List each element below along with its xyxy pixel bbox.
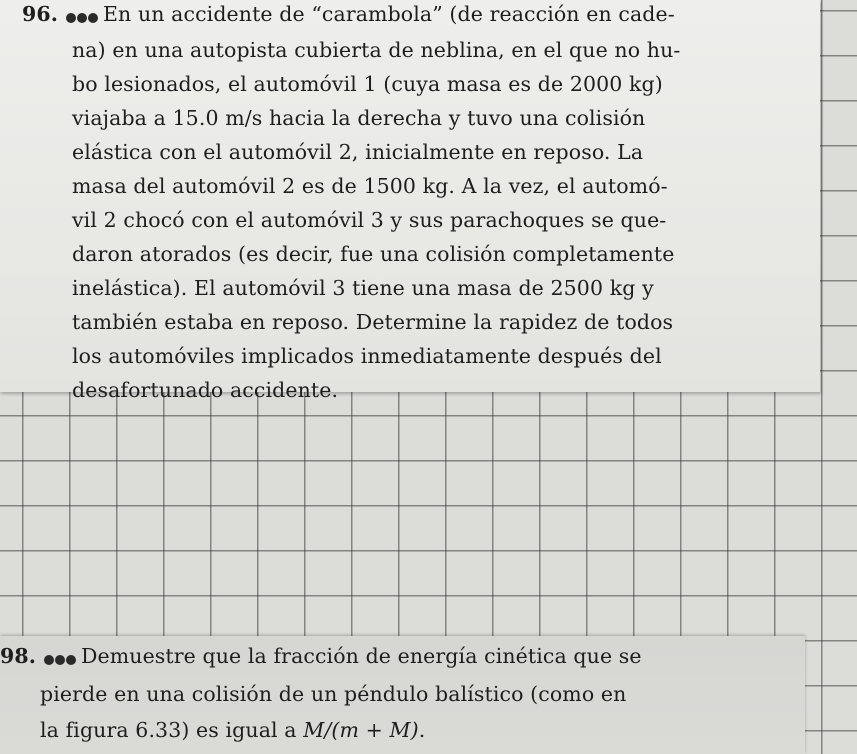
problem-text-line: pierde en una colisión de un péndulo balístico (como en (40, 681, 627, 706)
problem-98 (0, 638, 800, 748)
problem-text: la figura 6.33) es igual a (40, 717, 304, 742)
problem-98-line-3 (0, 712, 800, 748)
problem-text-line: elástica con el automóvil 2, inicialmente en reposo. La (72, 139, 644, 164)
problem-text-line: masa del automóvil 2 es de 1500 kg. A la vez, el automó- (72, 173, 668, 198)
problem-number: 96. (22, 2, 58, 26)
problem-number: 98. (0, 644, 36, 668)
problem-text: Demuestre que la fracción de energía cinética que se (80, 644, 642, 668)
problem-98-line-1 (0, 638, 800, 676)
problem-text-line: desafortunado accidente. (72, 377, 339, 402)
math-expression: M/(m + M) (303, 717, 419, 742)
three-dots-difficulty-icon (44, 640, 77, 676)
textbook-page-bottom (0, 636, 805, 754)
three-dots-difficulty-icon (66, 0, 99, 33)
problem-text: . (418, 717, 426, 742)
problem-text-line: bo lesionados, el automóvil 1 (cuya masa es de 2000 kg) (72, 71, 663, 96)
problem-text-line: los automóviles implicados inmediatamente después del (72, 343, 662, 368)
problem-text-line: también estaba en reposo. Determine la rapidez de todos (72, 309, 674, 334)
problem-text-line: inelástica). El automóvil 3 tiene una masa de 2500 kg y (72, 275, 654, 300)
problem-96 (22, 0, 812, 407)
problem-96-line-1 (22, 0, 812, 33)
problem-text-line: vil 2 chocó con el automóvil 3 y sus parachoques se que- (72, 207, 667, 232)
problem-text-line: viajaba a 15.0 m/s hacia la derecha y tuvo una colisión (72, 105, 646, 130)
problem-text: En un accidente de “carambola” (de reacción en cade- (102, 2, 675, 26)
problem-text-line: na) en una autopista cubierta de neblina, en el que no hu- (72, 37, 681, 62)
problem-text-line: daron atorados (es decir, fue una colisión completamente (72, 241, 675, 266)
